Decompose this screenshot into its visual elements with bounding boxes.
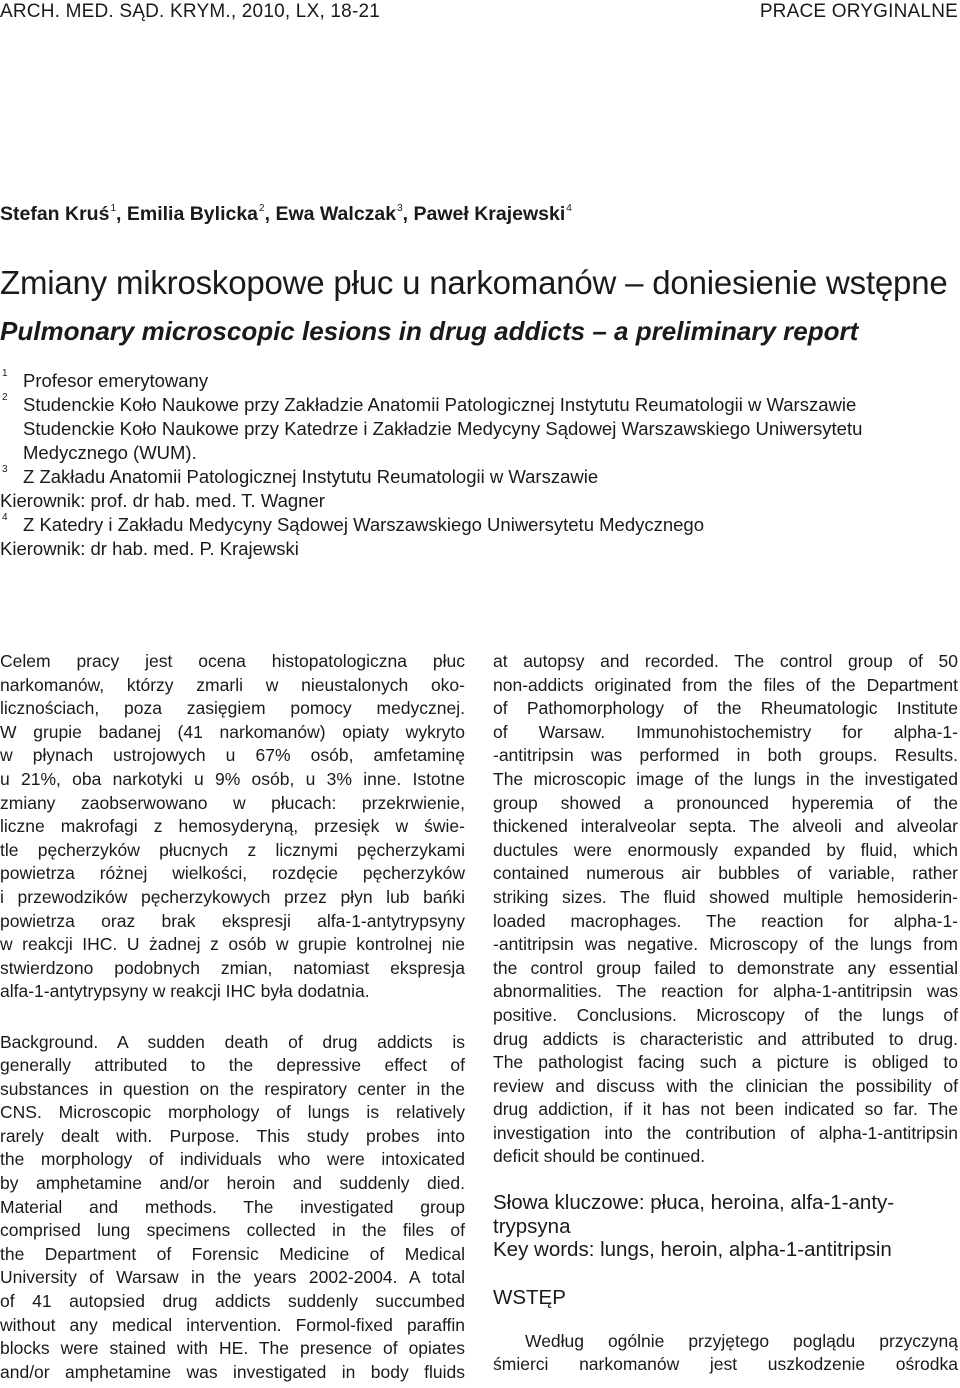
text-line: stwierdzono podobnych zmian, natomiast ekspresja (0, 957, 465, 978)
keywords-block (493, 1191, 958, 1262)
text-line: of Pathomorphology of the Rheumatologic Institute (493, 698, 958, 719)
text-line: striking sizes. The fluid showed multiple hemosiderin- (493, 886, 958, 907)
text-line: i przewodzików pęcherzykowych przez płyn lub bańki (0, 886, 465, 907)
author-separator: , (264, 203, 276, 225)
text-line: w płynach ustrojowych u 67% osób, amfetaminę (0, 745, 465, 766)
author-affiliation-ref: 3 (397, 203, 403, 214)
text-line: non-addicts originated from the files of the Department (493, 674, 958, 695)
text-line: The pathologist facing such a picture is obliged to (493, 1052, 958, 1073)
section-heading: WSTĘP (493, 1285, 566, 1309)
author-name: Ewa Walczak (275, 203, 397, 225)
keywords-polish-line1: Słowa kluczowe: płuca, heroina, alfa-1-anty- (493, 1191, 895, 1215)
keywords-polish-line2: trypsyna (493, 1214, 571, 1238)
right-column (493, 650, 958, 1377)
journal-citation: ARCH. MED. SĄD. KRYM., 2010, LX, 18-21 (0, 1, 381, 22)
text-line: powietrza różnej wielkości, rozdęcie pęcherzyków (0, 863, 465, 884)
text-line: loaded macrophages. The reaction for alpha-1- (493, 910, 958, 931)
title-polish: Zmiany mikroskopowe płuc u narkomanów – doniesienie wstępne (0, 264, 948, 301)
author-affiliation-ref: 2 (259, 203, 265, 214)
text-line: generally attributed to the depressive effect of (0, 1055, 465, 1076)
text-line: the Department of Forensic Medicine of Medical (0, 1243, 465, 1264)
affiliation-row (0, 441, 960, 465)
introduction-text (493, 1330, 958, 1377)
author-separator: , (402, 203, 414, 225)
text-line: alfa-1-antytrypsyny w reakcji IHC była dodatnia. (0, 981, 370, 1002)
author-name: Stefan Kruś (0, 203, 110, 225)
text-line: positive. Conclusions. Microscopy of the lungs of (493, 1004, 958, 1025)
text-line: The microscopic image of the lungs in the investigated (493, 768, 958, 789)
author-affiliation-ref: 1 (110, 203, 117, 214)
affiliation-text: Studenckie Koło Naukowe przy Zakładzie Anatomii Patologicznej Instytutu Reumatologii w Warszawie (23, 394, 857, 415)
text-line: śmierci narkomanów jest uszkodzenie ośrodka (493, 1354, 958, 1375)
paragraph-gap (0, 1004, 465, 1031)
text-line: of Warsaw. Immunohistochemistry for alpha-1- (493, 721, 958, 742)
text-line: and/or amphetamine was investigated in body fluids (0, 1361, 465, 1382)
text-line: liczne makrofagi z hemosyderyną, przesięk w świe- (0, 816, 465, 837)
abstract-english-part1 (0, 1031, 465, 1385)
affiliation-row (0, 465, 960, 489)
text-line: -antitripsin was negative. Microscopy of the lungs from (493, 934, 958, 955)
text-line: investigation into the contribution of alpha-1-antitripsin (493, 1122, 958, 1143)
text-line: Według ogólnie przyjętego poglądu przyczyną (525, 1330, 958, 1351)
text-line: W grupie badanej (41 narkomanów) opiaty wykryto (0, 721, 465, 742)
affiliation-text: Z Zakładu Anatomii Patologicznej Instytutu Reumatologii w Warszawie (23, 466, 599, 487)
text-line: the control group failed to demonstrate any essential (493, 957, 958, 978)
affiliation-row (0, 369, 960, 393)
affiliation-number: 4 (2, 512, 8, 523)
abstract-english-part2 (493, 650, 958, 1169)
affiliation-row (0, 513, 960, 537)
journal-header (0, 0, 960, 26)
text-line: narkomanów, którzy zmarli w nieustalonych oko- (0, 674, 465, 695)
text-line: contained numerous air bubbles of variable, rather (493, 863, 958, 884)
affiliation-number: 1 (2, 368, 8, 379)
text-line: drug addiction, if it has not been indicated so far. The (493, 1099, 958, 1120)
text-line: licznościach, poza zasięgiem pomocy medycznej. (0, 698, 465, 719)
text-line: review and discuss with the clinician the possibility of (493, 1075, 958, 1096)
text-line: tle pęcherzyków płucnych z licznymi pęcherzykami (0, 839, 465, 860)
author-separator: , (116, 203, 127, 225)
affiliation-text: Studenckie Koło Naukowe przy Katedrze i Zakładzie Medycyny Sądowej Warszawskiego Uniwersytetu (23, 418, 863, 439)
affiliation-text: Medycznego (WUM). (23, 442, 197, 463)
author-name: Paweł Krajewski (413, 203, 566, 225)
text-line: abnormalities. The reaction for alpha-1-antitripsin was (493, 981, 958, 1002)
text-line: by amphetamine and/or heroin and suddenly died. (0, 1173, 465, 1194)
text-line: CNS. Microscopic morphology of lungs is relatively (0, 1102, 465, 1123)
text-line: thickened interalveolar septa. The alveoli and alveolar (493, 816, 958, 837)
text-line: the morphology of individuals who were intoxicated (0, 1149, 465, 1170)
text-line: of 41 autopsied drug addicts suddenly succumbed (0, 1291, 465, 1312)
affiliation-text: Kierownik: prof. dr hab. med. T. Wagner (0, 490, 325, 511)
author-affiliation-ref: 4 (566, 203, 572, 214)
affiliation-number: 2 (2, 392, 8, 403)
text-line: rarely dealt with. Purpose. This study probes into (0, 1125, 465, 1146)
text-line: University of Warsaw in the years 2002-2004. A total (0, 1267, 465, 1288)
left-column (0, 650, 465, 1384)
affiliation-text: Profesor emerytowany (23, 370, 209, 391)
text-line: drug addicts is characteristic and attributed to drug. (493, 1028, 958, 1049)
affiliation-number: 3 (2, 464, 8, 475)
abstract-polish (0, 650, 465, 1004)
text-line: Celem pracy jest ocena histopatologiczna płuc (0, 651, 465, 671)
text-line: ductules were enormously expanded by fluid, which (493, 839, 958, 860)
text-line: -antitripsin was performed in both groups. Results. (493, 745, 958, 766)
author-list (0, 203, 572, 226)
text-line: group showed a pronounced hyperemia of the (493, 792, 958, 813)
text-line: Material and methods. The investigated group (0, 1196, 465, 1217)
affiliation-row (0, 417, 960, 441)
keywords-english: Key words: lungs, heroin, alpha-1-antitripsin (493, 1238, 892, 1262)
text-line: u 21%, oba narkotyki u 9% osób, u 3% inne. Istotne (0, 768, 465, 789)
affiliation-text: Kierownik: dr hab. med. P. Krajewski (0, 538, 299, 559)
article-section: PRACE ORYGINALNE (759, 1, 958, 22)
affiliation-text: Z Katedry i Zakładu Medycyny Sądowej Warszawskiego Uniwersytetu Medycznego (23, 514, 705, 535)
text-line: zmiany zaobserwowano w płucach: przekrwienie, (0, 792, 465, 813)
text-line: powietrza oraz brak ekspresji alfa-1-antytrypsyny (0, 910, 465, 931)
title-english: Pulmonary microscopic lesions in drug addicts – a preliminary report (0, 316, 859, 346)
text-line: blocks were stained with HE. The presence of opiates (0, 1338, 465, 1359)
affiliation-row (0, 393, 960, 417)
affiliations (0, 369, 960, 561)
text-line: Background. A sudden death of drug addicts is (0, 1031, 465, 1052)
text-line: w reakcji IHC. U żadnej z osób w grupie kontrolnej nie (0, 934, 465, 955)
text-line: without any medical intervention. Formol-fixed paraffin (0, 1314, 465, 1335)
affiliation-row (0, 537, 960, 561)
text-line: substances in question on the respiratory center in the (0, 1078, 465, 1099)
text-line: at autopsy and recorded. The control group of 50 (493, 651, 958, 671)
text-line: deficit should be continued. (493, 1146, 706, 1167)
text-line: comprised lung specimens collected in the files of (0, 1220, 465, 1241)
affiliation-row (0, 489, 960, 513)
author-name: Emilia Bylicka (126, 203, 259, 225)
